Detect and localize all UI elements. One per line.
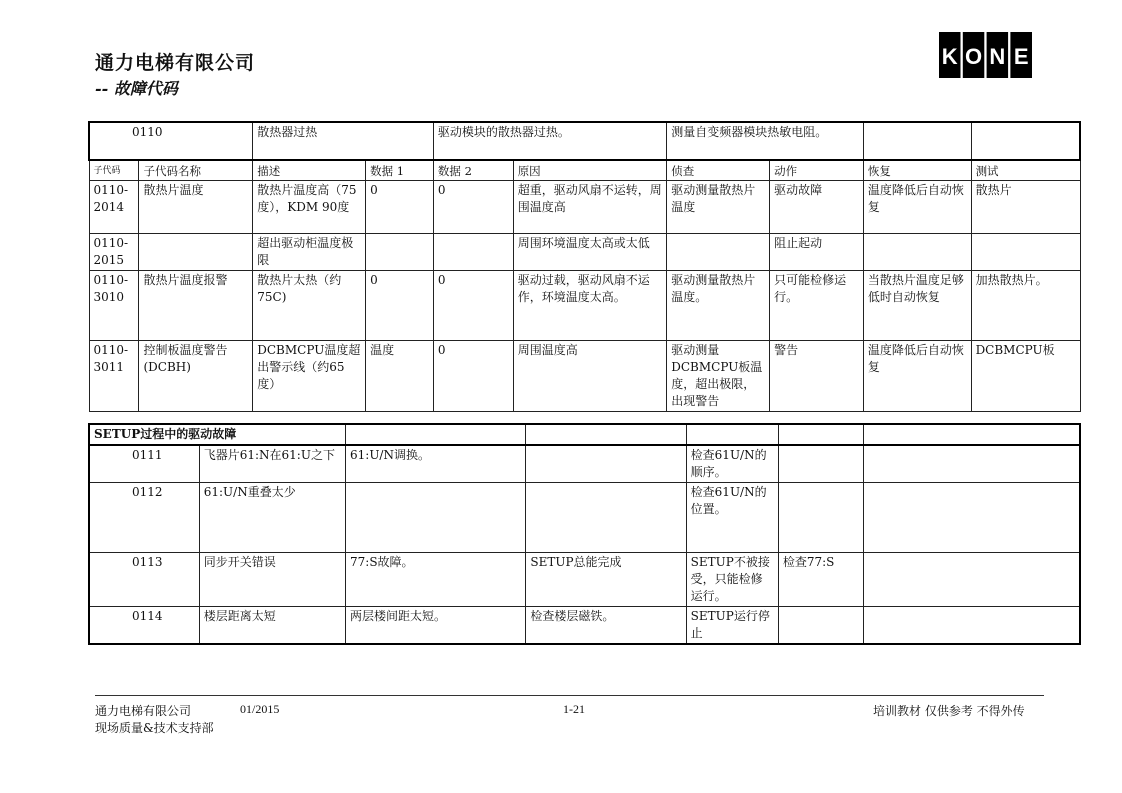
subcode-name: [139, 234, 253, 271]
subcode-detect: 驱动测量DCBMCPU板温度，超出极限，出现警告: [667, 341, 770, 412]
setup-name: 飞器片61:N在61:U之下: [199, 445, 345, 483]
subcode-data1: [366, 234, 434, 271]
setup-title-row: [89, 424, 1080, 445]
subcode-data2: 0: [433, 271, 513, 341]
setup-cause: 检查楼层磁铁。: [526, 607, 686, 645]
subcode-test: [971, 234, 1080, 271]
col-header-cause: 原因: [513, 160, 667, 181]
subcode-data2: [433, 234, 513, 271]
subcode-cause: 驱动过载，驱动风扇不运作，环境温度太高。: [513, 271, 667, 341]
setup-check: 检查61U/N的顺序。: [686, 445, 778, 483]
company-title: 通力电梯有限公司: [95, 52, 256, 74]
subcode-code: 0110-3011: [89, 341, 139, 412]
subcode-name: 散热片温度报警: [139, 271, 253, 341]
footer-page-number: 1-21: [563, 702, 585, 716]
footer-date: 01/2015: [240, 702, 280, 716]
subcode-code: 0110-2015: [89, 234, 139, 271]
subcode-recovery: [863, 234, 971, 271]
col-header-data1: 数据 1: [366, 160, 434, 181]
subcode-detect: 驱动测量散热片温度。: [667, 271, 770, 341]
subcode-action: 阻止起动: [770, 234, 864, 271]
subcode-data1: 0: [366, 271, 434, 341]
setup-cause: [526, 483, 686, 553]
fault-0110-table: [88, 121, 1081, 412]
subcode-description: 超出驱动柜温度极限: [253, 234, 366, 271]
col-header-test: 测试: [971, 160, 1080, 181]
subcode-header-row: [89, 160, 1080, 181]
setup-cause: [526, 445, 686, 483]
empty-cell: [864, 424, 1080, 445]
table-row: [89, 445, 1080, 483]
subcode-action: 只可能检修运行。: [770, 271, 864, 341]
footer-company: 通力电梯有限公司: [95, 704, 192, 718]
subcode-description: 散热片太热（约75C): [253, 271, 366, 341]
fault-main-row: [89, 122, 1080, 160]
setup-check: SETUP运行停止: [686, 607, 778, 645]
fault-cell-5: [863, 122, 971, 160]
footer-notice: 培训教材 仅供参考 不得外传: [873, 704, 1025, 718]
setup-cell-7: [864, 553, 1080, 607]
col-header-action: 动作: [770, 160, 864, 181]
footer-divider: [95, 695, 1044, 696]
subcode-cause: 周围环境温度太高或太低: [513, 234, 667, 271]
setup-faults-table: [88, 423, 1081, 645]
table-row: [89, 483, 1080, 553]
setup-code: 0112: [89, 483, 199, 553]
setup-code: 0111: [89, 445, 199, 483]
footer-department: 现场质量&技术支持部: [95, 721, 214, 735]
subcode-description: DCBMCPU温度超出警示线（约65度）: [253, 341, 366, 412]
fault-cause: 测量自变频器模块热敏电阻。: [667, 122, 864, 160]
subcode-data1: 0: [366, 181, 434, 234]
subcode-test: DCBMCPU板: [971, 341, 1080, 412]
subcode-test: 加热散热片。: [971, 271, 1080, 341]
table-row: [89, 271, 1080, 341]
document-subtitle: -- 故障代码: [95, 79, 178, 98]
logo-letter-e: E: [1013, 44, 1029, 69]
setup-cell-6: [778, 607, 863, 645]
subcode-name: 散热片温度: [139, 181, 253, 234]
subcode-cause: 超重，驱动风扇不运转，周围温度高: [513, 181, 667, 234]
table-row: [89, 234, 1080, 271]
setup-description: 两层楼间距太短。: [346, 607, 526, 645]
subcode-recovery: 温度降低后自动恢复: [863, 181, 971, 234]
col-header-subcode-name: 子代码名称: [139, 160, 253, 181]
empty-cell: [686, 424, 778, 445]
setup-cause: SETUP总能完成: [526, 553, 686, 607]
table-row: [89, 553, 1080, 607]
setup-description: [346, 483, 526, 553]
subcode-action: 警告: [770, 341, 864, 412]
setup-cell-7: [864, 483, 1080, 553]
subcode-cause: 周围温度高: [513, 341, 667, 412]
kone-logo: [939, 32, 1032, 78]
subcode-detect: [667, 234, 770, 271]
setup-cell-7: [864, 445, 1080, 483]
col-header-recovery: 恢复: [863, 160, 971, 181]
setup-code: 0114: [89, 607, 199, 645]
logo-letter-n: N: [989, 44, 1006, 69]
subcode-action: 驱动故障: [770, 181, 864, 234]
setup-code: 0113: [89, 553, 199, 607]
col-header-subcode: 子代码: [89, 160, 139, 181]
subcode-detect: 驱动测量散热片温度: [667, 181, 770, 234]
setup-section-title: SETUP过程中的驱动故障: [89, 424, 346, 445]
subcode-code: 0110-2014: [89, 181, 139, 234]
subcode-test: 散热片: [971, 181, 1080, 234]
table-row: [89, 607, 1080, 645]
fault-name: 散热器过热: [253, 122, 434, 160]
empty-cell: [778, 424, 863, 445]
empty-cell: [346, 424, 526, 445]
subcode-data2: 0: [433, 341, 513, 412]
setup-name: 楼层距离太短: [199, 607, 345, 645]
setup-cell-6: 检查77:S: [778, 553, 863, 607]
logo-letter-o: O: [964, 44, 983, 69]
setup-name: 同步开关错误: [199, 553, 345, 607]
setup-description: 61:U/N调换。: [346, 445, 526, 483]
subcode-data2: 0: [433, 181, 513, 234]
logo-letter-k: K: [941, 44, 958, 69]
subcode-description: 散热片温度高（75度），KDM 90度: [253, 181, 366, 234]
subcode-data1: 温度: [366, 341, 434, 412]
setup-cell-7: [864, 607, 1080, 645]
setup-check: SETUP不被接受，只能检修运行。: [686, 553, 778, 607]
setup-cell-6: [778, 445, 863, 483]
col-header-data2: 数据 2: [433, 160, 513, 181]
table-row: [89, 341, 1080, 412]
empty-cell: [526, 424, 686, 445]
table-row: [89, 181, 1080, 234]
col-header-description: 描述: [253, 160, 366, 181]
subcode-name: 控制板温度警告(DCBH): [139, 341, 253, 412]
col-header-detect: 侦查: [667, 160, 770, 181]
setup-check: 检查61U/N的位置。: [686, 483, 778, 553]
setup-cell-6: [778, 483, 863, 553]
subcode-recovery: 温度降低后自动恢复: [863, 341, 971, 412]
fault-cell-6: [971, 122, 1080, 160]
fault-code: 0110: [89, 122, 253, 160]
subcode-recovery: 当散热片温度足够低时自动恢复: [863, 271, 971, 341]
fault-description: 驱动模块的散热器过热。: [433, 122, 666, 160]
setup-name: 61:U/N重叠太少: [199, 483, 345, 553]
setup-description: 77:S故障。: [346, 553, 526, 607]
subcode-code: 0110-3010: [89, 271, 139, 341]
